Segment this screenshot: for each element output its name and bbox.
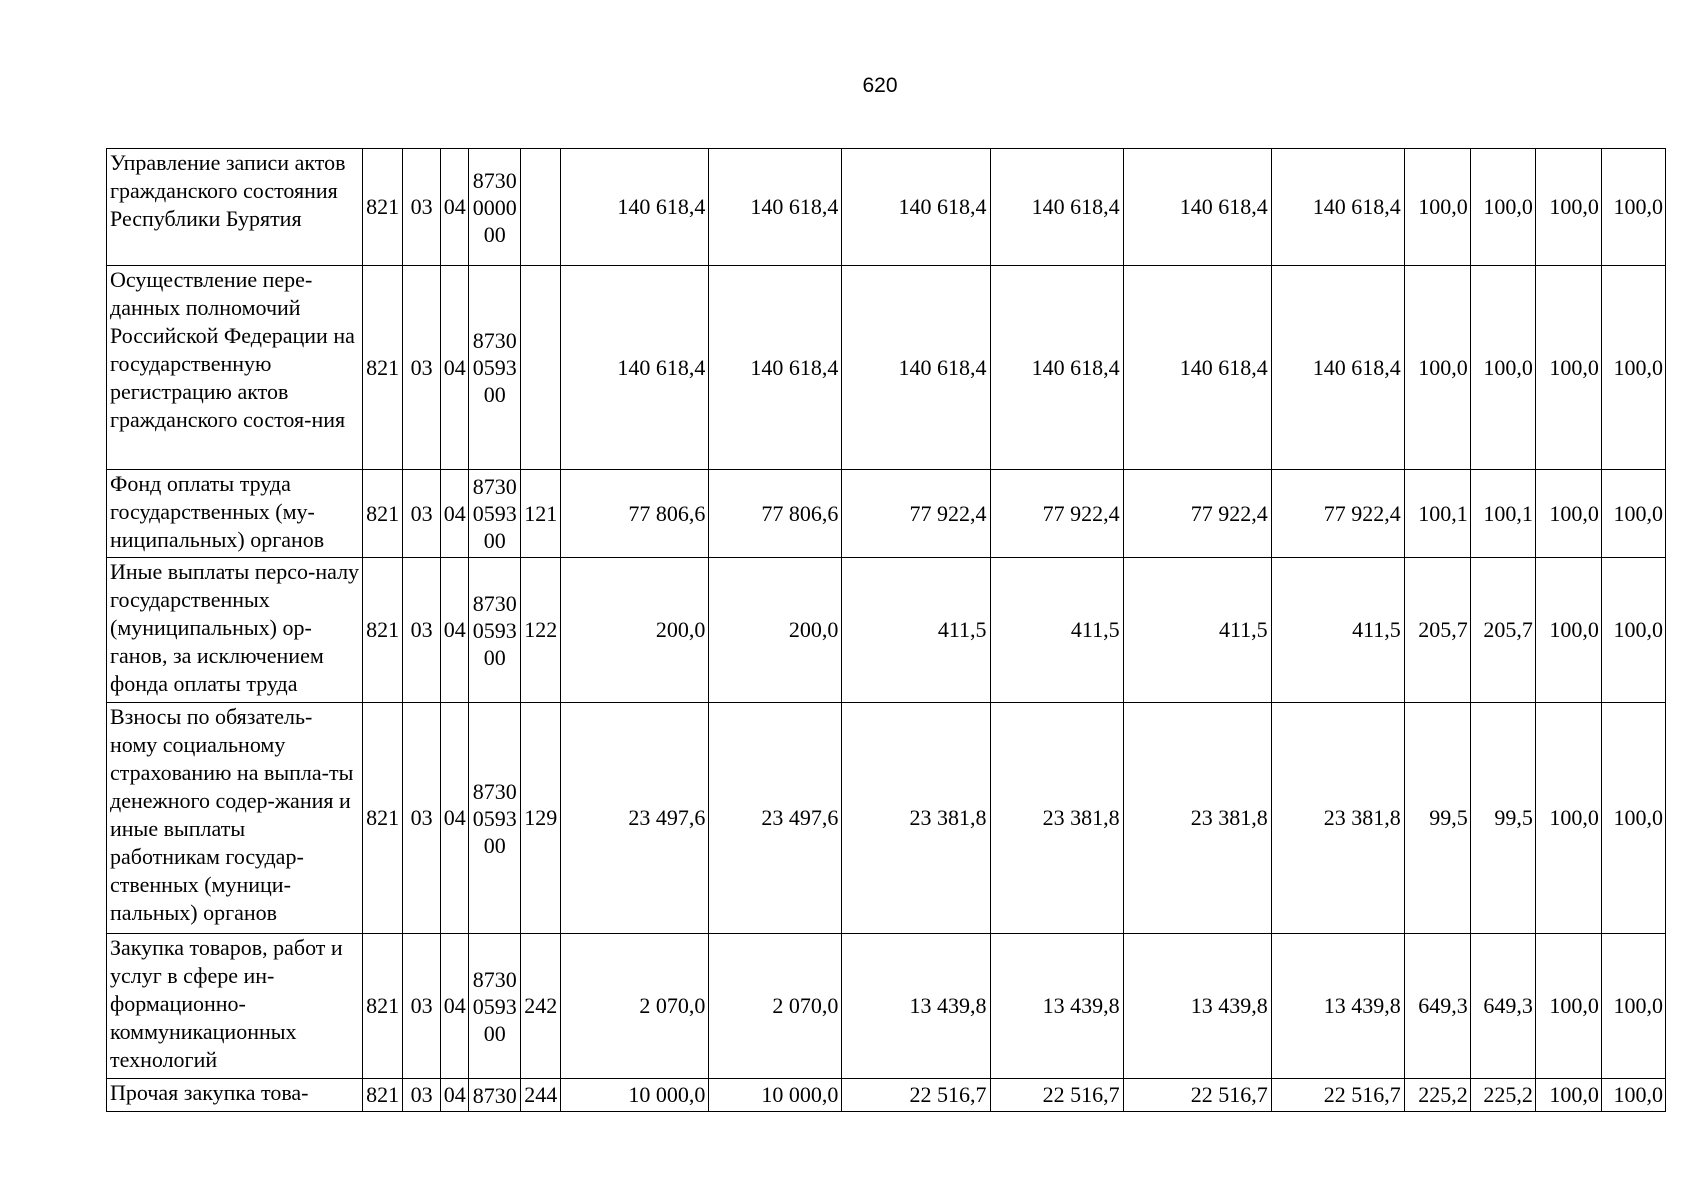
- expense-type-cell: 242: [521, 934, 561, 1079]
- expense-type-cell: [521, 149, 561, 266]
- amount-cell: 13 439,8: [842, 934, 990, 1079]
- amount-cell: 13 439,8: [1271, 934, 1404, 1079]
- percent-cell: 100,0: [1535, 266, 1601, 470]
- amount-cell: 140 618,4: [1271, 149, 1404, 266]
- amount-cell: 22 516,7: [842, 1079, 990, 1112]
- percent-cell: 649,3: [1470, 934, 1535, 1079]
- page-number: 620: [862, 74, 898, 97]
- amount-cell: 411,5: [1123, 558, 1271, 703]
- table-row: [107, 558, 1666, 703]
- amount-cell: 140 618,4: [1271, 266, 1404, 470]
- target-article-cell: 8730 0000 00: [469, 149, 521, 266]
- percent-cell: 100,0: [1470, 266, 1535, 470]
- amount-cell: 23 497,6: [709, 703, 842, 934]
- amount-cell: 22 516,7: [990, 1079, 1123, 1112]
- amount-cell: 140 618,4: [842, 149, 990, 266]
- row-name-cell: Осуществление пере-данных полномочий Российской Федерации на государственную регистрацию актов гражданского состоя-ния: [107, 266, 363, 470]
- amount-cell: 140 618,4: [561, 266, 709, 470]
- percent-cell: 100,0: [1535, 934, 1601, 1079]
- amount-cell: 23 381,8: [990, 703, 1123, 934]
- section-code-cell: 03: [403, 149, 441, 266]
- percent-cell: 100,1: [1404, 470, 1470, 558]
- subsection-code-cell: 04: [441, 470, 469, 558]
- amount-cell: 77 922,4: [1271, 470, 1404, 558]
- percent-cell: 205,7: [1470, 558, 1535, 703]
- row-name-cell: Фонд оплаты труда государственных (му-ниципальных) органов: [107, 470, 363, 558]
- amount-cell: 140 618,4: [1123, 149, 1271, 266]
- percent-cell: 205,7: [1404, 558, 1470, 703]
- target-article-cell: 8730 0593 00: [469, 703, 521, 934]
- section-code-cell: 03: [403, 558, 441, 703]
- ved-code-cell: 821: [363, 470, 403, 558]
- expense-type-cell: 122: [521, 558, 561, 703]
- amount-cell: 13 439,8: [1123, 934, 1271, 1079]
- amount-cell: 23 381,8: [1123, 703, 1271, 934]
- amount-cell: 10 000,0: [709, 1079, 842, 1112]
- table-row: [107, 266, 1666, 470]
- amount-cell: 411,5: [1271, 558, 1404, 703]
- row-name-cell: Взносы по обязатель-ному социальному страхованию на выпла-ты денежного содер-жания и иные выплаты работникам государ-ственных (муници-пальных) органов: [107, 703, 363, 934]
- percent-cell: 100,0: [1601, 934, 1665, 1079]
- percent-cell: 100,0: [1601, 470, 1665, 558]
- section-code-cell: 03: [403, 266, 441, 470]
- percent-cell: 100,0: [1535, 149, 1601, 266]
- percent-cell: 100,0: [1535, 470, 1601, 558]
- percent-cell: 649,3: [1404, 934, 1470, 1079]
- table-row: [107, 149, 1666, 266]
- percent-cell: 99,5: [1470, 703, 1535, 934]
- amount-cell: 140 618,4: [709, 266, 842, 470]
- amount-cell: 140 618,4: [990, 149, 1123, 266]
- ved-code-cell: 821: [363, 149, 403, 266]
- percent-cell: 225,2: [1470, 1079, 1535, 1112]
- amount-cell: 77 806,6: [561, 470, 709, 558]
- amount-cell: 2 070,0: [561, 934, 709, 1079]
- target-article-cell: 8730 0593 00: [469, 558, 521, 703]
- amount-cell: 411,5: [842, 558, 990, 703]
- amount-cell: 77 922,4: [1123, 470, 1271, 558]
- percent-cell: 100,0: [1535, 703, 1601, 934]
- percent-cell: 100,0: [1535, 558, 1601, 703]
- target-article-cell: 8730 0593 00: [469, 934, 521, 1079]
- percent-cell: 100,0: [1470, 149, 1535, 266]
- expense-type-cell: 129: [521, 703, 561, 934]
- ved-code-cell: 821: [363, 266, 403, 470]
- table-row: [107, 934, 1666, 1079]
- subsection-code-cell: 04: [441, 558, 469, 703]
- percent-cell: 100,0: [1404, 266, 1470, 470]
- expense-type-cell: 121: [521, 470, 561, 558]
- row-name-cell: Иные выплаты персо-налу государственных (муниципальных) ор-ганов, за исключением фонда оплаты труда: [107, 558, 363, 703]
- amount-cell: 411,5: [990, 558, 1123, 703]
- ved-code-cell: 821: [363, 1079, 403, 1112]
- ved-code-cell: 821: [363, 703, 403, 934]
- row-name-cell: Закупка товаров, работ и услуг в сфере ин-формационно-коммуникационных технологий: [107, 934, 363, 1079]
- amount-cell: 200,0: [709, 558, 842, 703]
- section-code-cell: 03: [403, 703, 441, 934]
- expense-type-cell: 244: [521, 1079, 561, 1112]
- subsection-code-cell: 04: [441, 266, 469, 470]
- table-row: [107, 470, 1666, 558]
- section-code-cell: 03: [403, 1079, 441, 1112]
- amount-cell: 140 618,4: [842, 266, 990, 470]
- table-row: [107, 703, 1666, 934]
- percent-cell: 100,0: [1601, 703, 1665, 934]
- amount-cell: 2 070,0: [709, 934, 842, 1079]
- ved-code-cell: 821: [363, 934, 403, 1079]
- percent-cell: 100,1: [1470, 470, 1535, 558]
- table-row: [107, 1079, 1666, 1112]
- percent-cell: 100,0: [1601, 1079, 1665, 1112]
- subsection-code-cell: 04: [441, 703, 469, 934]
- subsection-code-cell: 04: [441, 934, 469, 1079]
- percent-cell: 100,0: [1404, 149, 1470, 266]
- amount-cell: 13 439,8: [990, 934, 1123, 1079]
- amount-cell: 200,0: [561, 558, 709, 703]
- amount-cell: 140 618,4: [1123, 266, 1271, 470]
- amount-cell: 23 497,6: [561, 703, 709, 934]
- amount-cell: 140 618,4: [561, 149, 709, 266]
- amount-cell: 77 806,6: [709, 470, 842, 558]
- amount-cell: 22 516,7: [1271, 1079, 1404, 1112]
- amount-cell: 77 922,4: [990, 470, 1123, 558]
- percent-cell: 100,0: [1601, 266, 1665, 470]
- row-name-cell: Прочая закупка това-: [107, 1079, 363, 1112]
- amount-cell: 140 618,4: [990, 266, 1123, 470]
- percent-cell: 99,5: [1404, 703, 1470, 934]
- target-article-cell: 8730 0593 00: [469, 266, 521, 470]
- target-article-cell: 8730: [469, 1079, 521, 1112]
- subsection-code-cell: 04: [441, 149, 469, 266]
- section-code-cell: 03: [403, 470, 441, 558]
- target-article-cell: 8730 0593 00: [469, 470, 521, 558]
- subsection-code-cell: 04: [441, 1079, 469, 1112]
- percent-cell: 100,0: [1601, 149, 1665, 266]
- percent-cell: 100,0: [1601, 558, 1665, 703]
- section-code-cell: 03: [403, 934, 441, 1079]
- amount-cell: 10 000,0: [561, 1079, 709, 1112]
- amount-cell: 140 618,4: [709, 149, 842, 266]
- percent-cell: 100,0: [1535, 1079, 1601, 1112]
- amount-cell: 22 516,7: [1123, 1079, 1271, 1112]
- expense-type-cell: [521, 266, 561, 470]
- amount-cell: 23 381,8: [842, 703, 990, 934]
- budget-table: [106, 148, 1666, 1112]
- amount-cell: 23 381,8: [1271, 703, 1404, 934]
- ved-code-cell: 821: [363, 558, 403, 703]
- row-name-cell: Управление записи актов гражданского состояния Республики Бурятия: [107, 149, 363, 266]
- amount-cell: 77 922,4: [842, 470, 990, 558]
- percent-cell: 225,2: [1404, 1079, 1470, 1112]
